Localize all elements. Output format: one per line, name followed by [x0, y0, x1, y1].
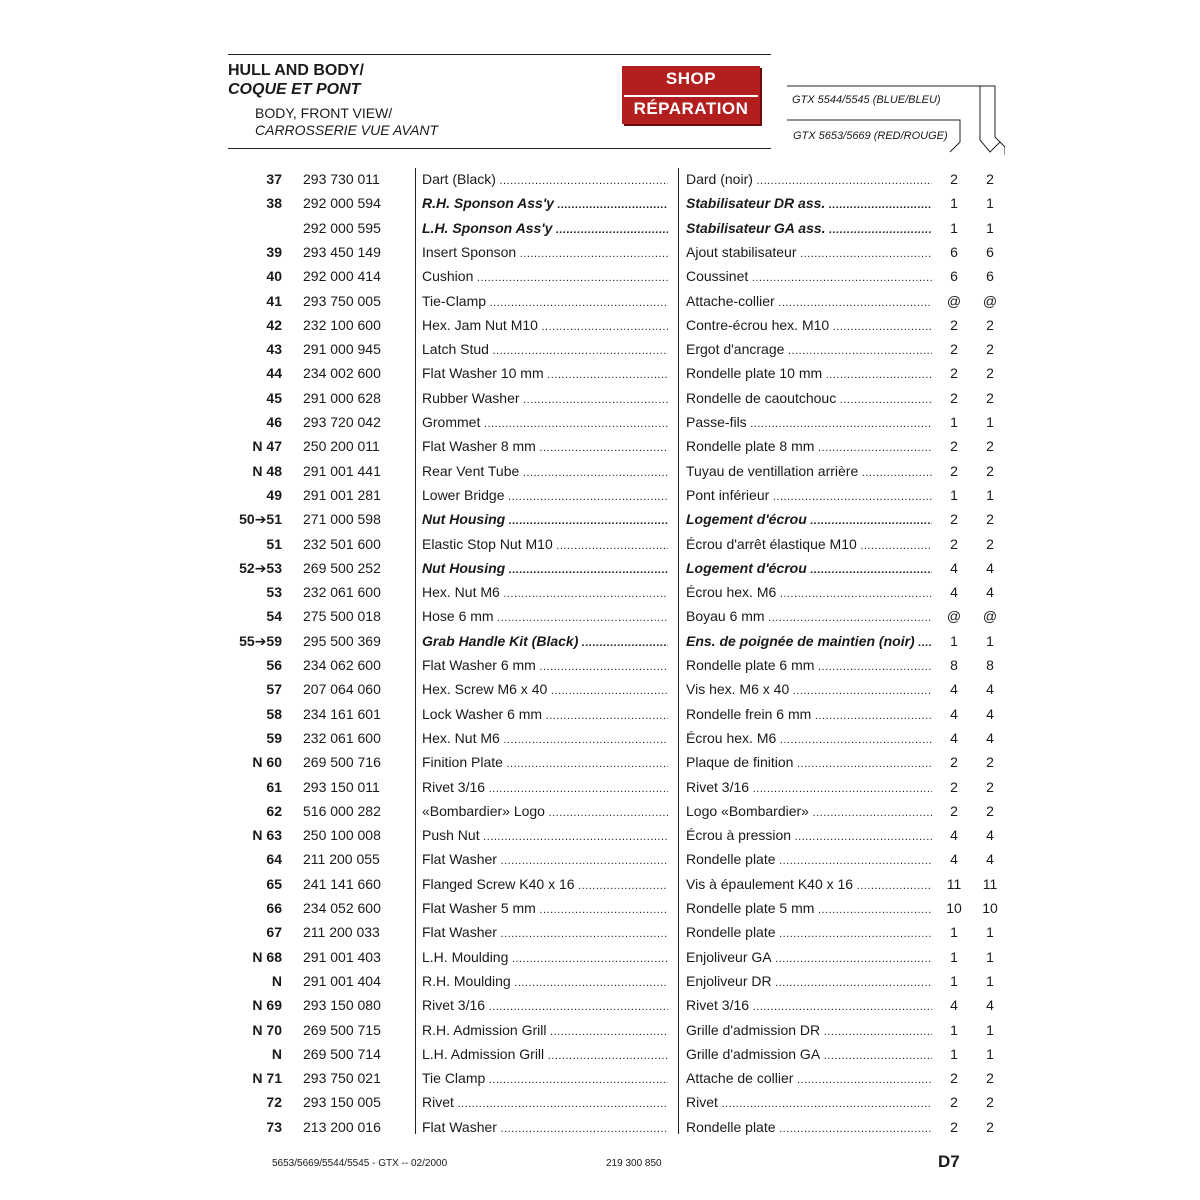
description-english: Flat Washer 10 mm ..... [422, 362, 668, 386]
description-french: Ens. de poignée de maintien (noir) ..... [686, 630, 932, 654]
quantity-blue: @ [946, 292, 962, 309]
part-number: 275 500 018 [303, 608, 381, 625]
description-english: R.H. Sponson Ass'y ..... [422, 192, 668, 216]
quantity-red: 1 [986, 972, 994, 989]
description-english: Flat Washer 5 mm ..... [422, 897, 668, 921]
ref-number: 67 [266, 924, 282, 941]
quantity-blue: 1 [950, 632, 958, 649]
ref-number: 73 [266, 1118, 282, 1135]
table-row [0, 1091, 1200, 1113]
part-number: 241 141 660 [303, 875, 381, 892]
description-french: Ajout stabilisateur ..... [686, 241, 932, 265]
description-english: Hex. Jam Nut M10 ..... [422, 314, 668, 338]
part-number: 234 002 600 [303, 365, 381, 382]
part-number: 234 062 600 [303, 657, 381, 673]
ref-number: 46 [266, 414, 282, 430]
description-french: Rondelle frein 6 mm ..... [686, 703, 932, 727]
quantity-red: 10 [982, 900, 998, 916]
table-row [0, 1067, 1200, 1089]
quantity-blue: 4 [950, 681, 958, 698]
quantity-blue: 2 [950, 535, 958, 552]
description-english: Flat Washer 6 mm ..... [422, 654, 668, 678]
quantity-blue: 1 [950, 1021, 958, 1038]
quantity-blue: 2 [950, 462, 958, 479]
table-row [0, 1019, 1200, 1041]
table-row [0, 1116, 1200, 1138]
footer-models: 5653/5669/5544/5545 - GTX -- 02/2000 [272, 1158, 448, 1169]
quantity-blue: 4 [950, 559, 958, 576]
table-row [0, 727, 1200, 749]
stamp-shop-label: SHOP [665, 69, 717, 88]
description-english: Rivet 3/16 ..... [422, 776, 668, 800]
quantity-blue: 1 [950, 924, 958, 941]
quantity-blue: 4 [950, 584, 958, 601]
description-french: Enjoliveur DR ..... [686, 970, 932, 994]
description-english: L.H. Sponson Ass'y ..... [422, 217, 668, 241]
table-row [0, 435, 1200, 457]
table-row [0, 630, 1200, 652]
quantity-blue: 6 [950, 243, 958, 260]
quantity-blue: 2 [950, 1118, 958, 1135]
page-number: D7 [938, 1152, 960, 1171]
description-french: Pont inférieur ..... [686, 484, 932, 508]
description-french: Boyau 6 mm ..... [686, 605, 932, 629]
ref-number: 64 [266, 851, 282, 868]
description-french: Rondelle plate 10 mm ..... [686, 362, 932, 386]
quantity-red: 1 [986, 948, 994, 965]
description-french: Plaque de finition ..... [686, 751, 932, 775]
quantity-red: 2 [986, 171, 994, 187]
description-english: Hose 6 mm ..... [422, 605, 668, 629]
description-french: Dard (noir) ..... [686, 168, 932, 192]
quantity-red: 11 [982, 875, 998, 892]
model-label-red: GTX 5653/5669 (RED/ROUGE) [793, 130, 948, 142]
ref-number: N 71 [252, 1070, 282, 1087]
quantity-blue: 1 [950, 219, 958, 236]
description-english: Rivet 3/16 ..... [422, 994, 668, 1018]
table-row [0, 192, 1200, 214]
description-english: Flat Washer ..... [422, 921, 668, 945]
ref-number: N 60 [252, 754, 282, 771]
description-french: Attache de collier ..... [686, 1067, 932, 1091]
part-number: 250 100 008 [303, 827, 381, 844]
part-number: 291 000 945 [303, 341, 381, 358]
table-row [0, 605, 1200, 627]
description-english: L.H. Moulding ..... [422, 946, 668, 970]
quantity-blue: 1 [950, 1045, 958, 1062]
ref-number: 56 [266, 657, 282, 673]
quantity-blue: 2 [950, 316, 958, 333]
description-english: Rubber Washer ..... [422, 387, 668, 411]
ref-number: N 63 [252, 827, 282, 844]
quantity-blue: @ [946, 608, 962, 625]
quantity-red: 1 [986, 1021, 994, 1038]
ref-number: 62 [266, 802, 282, 819]
part-number: 293 750 005 [303, 292, 381, 309]
ref-number: 50➔51 [239, 511, 282, 528]
table-row [0, 994, 1200, 1016]
quantity-red: 6 [986, 268, 994, 285]
description-english: Insert Sponson ..... [422, 241, 668, 265]
description-french: Stabilisateur GA ass. ..... [686, 217, 932, 241]
quantity-blue: 2 [950, 1094, 958, 1111]
table-row [0, 411, 1200, 433]
quantity-red: 4 [986, 681, 994, 698]
quantity-blue: 1 [950, 195, 958, 212]
part-number: 293 150 005 [303, 1094, 381, 1111]
part-number: 292 000 414 [303, 268, 381, 285]
quantity-red: @ [982, 608, 998, 625]
quantity-red: 1 [986, 486, 994, 503]
quantity-blue: 2 [950, 341, 958, 358]
footer-doc-number: 219 300 850 [606, 1158, 662, 1169]
part-number: 213 200 016 [303, 1118, 381, 1135]
description-english: Elastic Stop Nut M10 ..... [422, 533, 668, 557]
quantity-red: 2 [986, 802, 994, 819]
description-french: Contre-écrou hex. M10 ..... [686, 314, 932, 338]
quantity-red: 2 [986, 316, 994, 333]
part-number: 232 061 600 [303, 729, 381, 746]
description-english: R.H. Moulding ..... [422, 970, 668, 994]
quantity-blue: 4 [950, 705, 958, 722]
table-row [0, 533, 1200, 555]
part-number: 292 000 594 [303, 195, 381, 212]
description-english: Finition Plate ..... [422, 751, 668, 775]
ref-number: 61 [266, 778, 282, 795]
description-french: Coussinet ..... [686, 265, 932, 289]
description-english: Lower Bridge ..... [422, 484, 668, 508]
description-english: Flat Washer ..... [422, 1116, 668, 1140]
ref-number: 40 [266, 268, 282, 285]
table-row [0, 508, 1200, 530]
description-english: Hex. Screw M6 x 40 ..... [422, 678, 668, 702]
description-english: Flat Washer 8 mm ..... [422, 435, 668, 459]
part-number: 292 000 595 [303, 219, 381, 236]
table-row [0, 824, 1200, 846]
description-french: Rondelle plate 8 mm ..... [686, 435, 932, 459]
table-row [0, 946, 1200, 968]
description-french: Tuyau de ventillation arrière ..... [686, 460, 932, 484]
description-french: Écrou d'arrêt élastique M10 ..... [686, 533, 932, 557]
part-number: 293 750 021 [303, 1070, 381, 1087]
description-english: Latch Stud ..... [422, 338, 668, 362]
quantity-blue: 1 [950, 948, 958, 965]
quantity-blue: 2 [950, 389, 958, 406]
table-row [0, 362, 1200, 384]
quantity-red: 2 [986, 1070, 994, 1087]
description-english: Nut Housing ..... [422, 557, 668, 581]
ref-number: N 70 [252, 1021, 282, 1038]
part-number: 293 150 080 [303, 997, 381, 1014]
description-english: R.H. Admission Grill ..... [422, 1019, 668, 1043]
description-french: Rondelle plate ..... [686, 848, 932, 872]
quantity-red: 2 [986, 1118, 994, 1135]
ref-number: N 69 [252, 997, 282, 1014]
ref-number: 65 [266, 875, 282, 892]
ref-number: N 48 [252, 462, 282, 479]
table-row [0, 241, 1200, 263]
ref-number: 59 [266, 729, 282, 746]
part-number: 293 450 149 [303, 243, 381, 260]
description-english: Flanged Screw K40 x 16 ..... [422, 873, 668, 897]
table-row [0, 848, 1200, 870]
quantity-red: 2 [986, 754, 994, 771]
description-french: Rondelle plate 5 mm ..... [686, 897, 932, 921]
quantity-red: 4 [986, 705, 994, 722]
description-french: Rivet ..... [686, 1091, 932, 1115]
table-row [0, 897, 1200, 919]
quantity-red: 2 [986, 462, 994, 479]
description-french: Écrou hex. M6 ..... [686, 581, 932, 605]
ref-number: 53 [266, 584, 282, 601]
table-row [0, 921, 1200, 943]
description-french: Ergot d'ancrage ..... [686, 338, 932, 362]
table-row [0, 217, 1200, 239]
description-english: Hex. Nut M6 ..... [422, 727, 668, 751]
quantity-red: 2 [986, 535, 994, 552]
description-french: Rondelle plate 6 mm ..... [686, 654, 932, 678]
quantity-red: 4 [986, 997, 994, 1014]
quantity-blue: 1 [950, 486, 958, 503]
description-english: L.H. Admission Grill ..... [422, 1043, 668, 1067]
description-french: Grille d'admission DR ..... [686, 1019, 932, 1043]
quantity-blue: 2 [950, 1070, 958, 1087]
description-english: Cushion ..... [422, 265, 668, 289]
ref-number: N [271, 972, 282, 989]
description-french: Logo «Bombardier» ..... [686, 800, 932, 824]
description-french: Rivet 3/16 ..... [686, 994, 932, 1018]
quantity-red: 2 [986, 778, 994, 795]
quantity-red: 4 [986, 559, 994, 576]
quantity-blue: 2 [950, 778, 958, 795]
quantity-blue: 2 [950, 511, 958, 528]
description-english: «Bombardier» Logo ..... [422, 800, 668, 824]
quantity-red: 4 [986, 851, 994, 868]
quantity-blue: 2 [950, 802, 958, 819]
ref-number: 43 [266, 341, 282, 358]
quantity-blue: 2 [950, 365, 958, 382]
part-number: 291 000 628 [303, 389, 381, 406]
description-english: Push Nut ..... [422, 824, 668, 848]
shop-reparation-stamp [622, 66, 760, 124]
part-number: 516 000 282 [303, 802, 381, 819]
quantity-red: 1 [986, 924, 994, 941]
table-row [0, 703, 1200, 725]
table-row [0, 654, 1200, 676]
part-number: 211 200 055 [303, 851, 380, 868]
description-english: Grommet ..... [422, 411, 668, 435]
part-number: 232 061 600 [303, 584, 381, 601]
quantity-blue: 10 [946, 900, 962, 916]
description-french: Rondelle plate ..... [686, 1116, 932, 1140]
table-row [0, 290, 1200, 312]
quantity-blue: 4 [950, 997, 958, 1014]
description-english: Rivet ..... [422, 1091, 668, 1115]
quantity-blue: 2 [950, 171, 958, 187]
part-number: 295 500 369 [303, 632, 381, 649]
ref-number: 51 [266, 535, 282, 552]
ref-number: 42 [266, 316, 282, 333]
quantity-red: 4 [986, 729, 994, 746]
quantity-red: 2 [986, 438, 994, 455]
ref-number: 55➔59 [239, 632, 282, 649]
ref-number: 52➔53 [239, 559, 282, 576]
part-number: 293 730 011 [303, 171, 380, 187]
ref-number: 44 [266, 365, 282, 382]
quantity-red: 1 [986, 219, 994, 236]
model-label-blue: GTX 5544/5545 (BLUE/BLEU) [792, 94, 941, 106]
description-french: Logement d'écrou ..... [686, 508, 932, 532]
table-row [0, 338, 1200, 360]
ref-number: N 68 [252, 948, 282, 965]
quantity-blue: 2 [950, 438, 958, 455]
table-row [0, 557, 1200, 579]
quantity-blue: 1 [950, 972, 958, 989]
table-row [0, 168, 1200, 190]
ref-number: 58 [266, 705, 282, 722]
quantity-red: 2 [986, 389, 994, 406]
header-bottom-rule [228, 148, 771, 149]
quantity-red: 4 [986, 827, 994, 844]
part-number: 293 720 042 [303, 414, 381, 430]
quantity-blue: 4 [950, 729, 958, 746]
description-french: Écrou hex. M6 ..... [686, 727, 932, 751]
part-number: 291 001 281 [303, 486, 381, 503]
part-number: 232 100 600 [303, 316, 381, 333]
ref-number: 54 [266, 608, 282, 625]
description-english: Rear Vent Tube ..... [422, 460, 668, 484]
subtitle-french: CARROSSERIE VUE AVANT [255, 122, 439, 138]
description-french: Attache-collier ..... [686, 290, 932, 314]
quantity-blue: 4 [950, 851, 958, 868]
part-number: 291 001 404 [303, 972, 381, 989]
ref-number: 45 [266, 389, 282, 406]
subtitle-english: BODY, FRONT VIEW/ [255, 105, 393, 121]
part-number: 207 064 060 [303, 681, 381, 698]
table-row [0, 678, 1200, 700]
description-french: Stabilisateur DR ass. ..... [686, 192, 932, 216]
stamp-divider [624, 95, 758, 97]
ref-number: 49 [266, 486, 282, 503]
part-number: 269 500 716 [303, 754, 381, 771]
quantity-red: 1 [986, 414, 994, 430]
quantity-red: 2 [986, 511, 994, 528]
table-row [0, 460, 1200, 482]
quantity-blue: 1 [950, 414, 958, 430]
description-french: Grille d'admission GA ..... [686, 1043, 932, 1067]
quantity-red: 2 [986, 365, 994, 382]
ref-number: 39 [266, 243, 282, 260]
part-number: 269 500 715 [303, 1021, 381, 1038]
header-top-rule [228, 54, 771, 55]
description-french: Rivet 3/16 ..... [686, 776, 932, 800]
table-row [0, 800, 1200, 822]
description-french: Rondelle de caoutchouc ..... [686, 387, 932, 411]
description-french: Vis hex. M6 x 40 ..... [686, 678, 932, 702]
description-english: Grab Handle Kit (Black) ..... [422, 630, 668, 654]
description-english: Tie-Clamp ..... [422, 290, 668, 314]
part-number: 291 001 441 [303, 462, 381, 479]
quantity-red: 2 [986, 1094, 994, 1111]
table-row [0, 265, 1200, 287]
table-row [0, 776, 1200, 798]
description-english: Nut Housing ..... [422, 508, 668, 532]
ref-number: 37 [266, 171, 282, 187]
table-row [0, 581, 1200, 603]
table-row [0, 751, 1200, 773]
part-number: 271 000 598 [303, 511, 381, 528]
quantity-red: @ [982, 292, 998, 309]
title-french: COQUE ET PONT [228, 81, 361, 98]
table-row [0, 484, 1200, 506]
table-row [0, 970, 1200, 992]
description-french: Passe-fils ..... [686, 411, 932, 435]
ref-number: 66 [266, 900, 282, 916]
description-english: Flat Washer ..... [422, 848, 668, 872]
ref-number: N [271, 1045, 282, 1062]
stamp-reparation-label: RÉPARATION [633, 99, 749, 118]
quantity-red: 4 [986, 584, 994, 601]
description-french: Écrou à pression ..... [686, 824, 932, 848]
ref-number: 72 [266, 1094, 282, 1111]
quantity-blue: 8 [950, 657, 958, 673]
part-number: 293 150 011 [303, 778, 380, 795]
description-french: Rondelle plate ..... [686, 921, 932, 945]
table-row [0, 314, 1200, 336]
description-english: Tie Clamp ..... [422, 1067, 668, 1091]
description-french: Vis à épaulement K40 x 16 ..... [686, 873, 932, 897]
quantity-red: 1 [986, 195, 994, 212]
quantity-red: 2 [986, 341, 994, 358]
quantity-red: 1 [986, 1045, 994, 1062]
quantity-blue: 6 [950, 268, 958, 285]
table-row [0, 387, 1200, 409]
description-english: Lock Washer 6 mm ..... [422, 703, 668, 727]
quantity-blue: 11 [946, 875, 962, 892]
ref-number: 57 [266, 681, 282, 698]
ref-number: 38 [266, 195, 282, 212]
quantity-red: 8 [986, 657, 994, 673]
part-number: 234 052 600 [303, 900, 381, 916]
part-number: 211 200 033 [303, 924, 380, 941]
description-english: Dart (Black) ..... [422, 168, 668, 192]
description-french: Enjoliveur GA ..... [686, 946, 932, 970]
part-number: 269 500 252 [303, 559, 381, 576]
part-number: 291 001 403 [303, 948, 381, 965]
title-english: HULL AND BODY/ [228, 62, 364, 79]
part-number: 269 500 714 [303, 1045, 381, 1062]
description-english: Hex. Nut M6 ..... [422, 581, 668, 605]
description-french: Logement d'écrou ..... [686, 557, 932, 581]
part-number: 250 200 011 [303, 438, 380, 455]
quantity-blue: 2 [950, 754, 958, 771]
quantity-red: 1 [986, 632, 994, 649]
table-row [0, 873, 1200, 895]
ref-number: 41 [266, 292, 282, 309]
table-row [0, 1043, 1200, 1065]
ref-number: N 47 [252, 438, 282, 455]
part-number: 232 501 600 [303, 535, 381, 552]
quantity-red: 6 [986, 243, 994, 260]
quantity-blue: 4 [950, 827, 958, 844]
part-number: 234 161 601 [303, 705, 381, 722]
